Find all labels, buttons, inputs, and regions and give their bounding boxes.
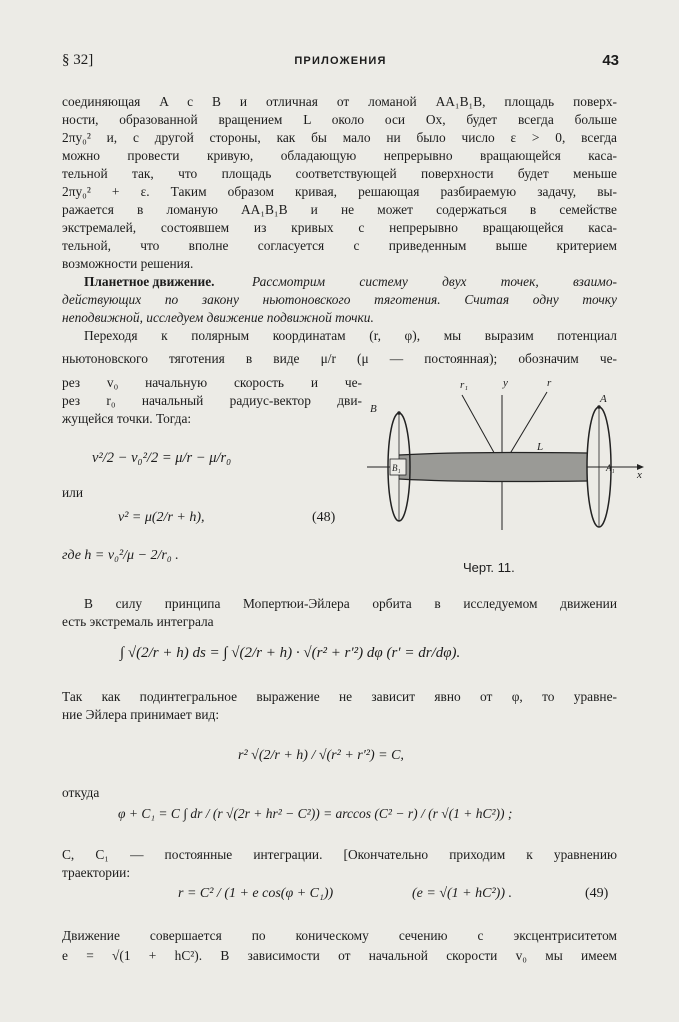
text-line: действующих по закону ньютоновского тяготения. Считая одну точку xyxy=(62,292,617,307)
text-line: В силу принципа Мопертюи-Эйлера орбита в исследуемом движении xyxy=(84,596,617,611)
text-line: тельной так, что площадь соответствующей поверхности будет меньше xyxy=(62,166,617,181)
action-integral: ∫ √(2/r + h) ds = ∫ √(2/r + h) · √(r² + r′²) dφ (r′ = dr/dφ). xyxy=(120,645,461,661)
point-A xyxy=(597,405,601,409)
label-y: y xyxy=(503,377,508,389)
text-line: C, C₁ — постоянные интеграции. [Окончательно приходим к уравнению xyxy=(62,847,617,862)
text-line: можно провести кривую, обладающую непрерывно вращающейся каса- xyxy=(62,148,617,163)
section-heading: Планетное движение. xyxy=(84,274,215,289)
section-mark: § 32] xyxy=(62,52,94,68)
point-B xyxy=(397,411,401,415)
integral-solution: φ + C₁ = C ∫ dr / (r √(2r + hr² − C²)) = arccos (C² − r) / (r √(1 + hC²)) ; xyxy=(118,806,513,821)
text-line: рез v₀ начальную скорость и че- xyxy=(62,375,362,390)
label-r1: r₁ xyxy=(460,379,469,391)
running-header xyxy=(62,52,619,74)
equation-48: v² = μ(2/r + h), xyxy=(118,510,205,525)
text-line: экстремалей, состоявшем из кривых с непрерывно вращающейся каса- xyxy=(62,220,617,235)
text-line: жущейся точки. Тогда: xyxy=(62,411,192,426)
equation-number: (49) xyxy=(585,886,609,901)
text-line: или xyxy=(62,485,84,500)
text-line: ние Эйлера принимает вид: xyxy=(62,707,220,722)
label-A1: A₁ xyxy=(606,463,615,473)
text-line: есть экстремаль интеграла xyxy=(62,614,214,629)
figure-11 xyxy=(362,370,652,560)
text-line: Рассмотрим систему двух точек, взаимо- xyxy=(252,274,617,289)
text-line: тельной, что вполне согласуется с приведенным выше критерием xyxy=(62,238,617,253)
text-line: траектории: xyxy=(62,865,131,880)
label-x: x xyxy=(637,469,642,481)
label-A: A xyxy=(600,393,607,405)
running-title: ПРИЛОЖЕНИЯ xyxy=(294,55,387,67)
equation-number: (48) xyxy=(312,510,336,525)
text-line: Переходя к полярным координатам (r, φ), мы выразим потенциал xyxy=(84,328,617,343)
surface-fill xyxy=(399,452,587,481)
figure-caption: Черт. 11. xyxy=(463,560,515,575)
energy-equation: v²/2 − v₀²/2 = μ/r − μ/r₀ xyxy=(92,450,232,466)
text-line: рез r₀ начальный радиус-вектор дви- xyxy=(62,393,362,408)
h-definition: где h = v₀²/μ − 2/r₀ . xyxy=(62,548,179,563)
text-line: ньютоновского тяготения в виде μ/r (μ — постоянная); обозначим че- xyxy=(62,351,617,366)
text-line: ности, образованной вращением L около оси Ox, будет всегда больше xyxy=(62,112,617,127)
text-line: e = √(1 + hC²). В зависимости от начальной скорости v₀ мы имеем xyxy=(62,948,617,963)
label-L: L xyxy=(537,441,544,453)
label-B: B xyxy=(370,403,377,415)
text-line: неподвижной, исследуем движение подвижной точки. xyxy=(62,310,374,325)
text-line: 2πy₀² + ε. Таким образом кривая, решающая разбираемую задачу, вы- xyxy=(62,184,617,199)
text-line: Так как подинтегральное выражение не зависит явно от φ, то уравне- xyxy=(62,689,617,704)
page-number: 43 xyxy=(602,52,619,69)
text-line: 2πy₀² и, с другой стороны, как бы мало ни было число ε > 0, всегда xyxy=(62,130,617,145)
label-B1: B₁ xyxy=(392,463,401,473)
text-line: возможности решения. xyxy=(62,256,194,271)
euler-equation: r² √(2/r + h) / √(r² + r′²) = C, xyxy=(238,748,404,763)
trajectory-equation: r = C² / (1 + e cos(φ + C₁)) xyxy=(178,886,334,901)
text-line: откуда xyxy=(62,785,100,800)
text-line: Движение совершается по коническому сечению с эксцентриситетом xyxy=(62,928,617,943)
label-r: r xyxy=(547,377,552,389)
text-line: ражается в ломаную AA₁B₁B и не может содержаться в семействе xyxy=(62,202,617,217)
eccentricity-definition: (e = √(1 + hC²)) . xyxy=(412,886,512,901)
text-line: соединяющая A с B и отличная от ломаной AA₁B₁B, площадь поверх- xyxy=(62,94,617,109)
